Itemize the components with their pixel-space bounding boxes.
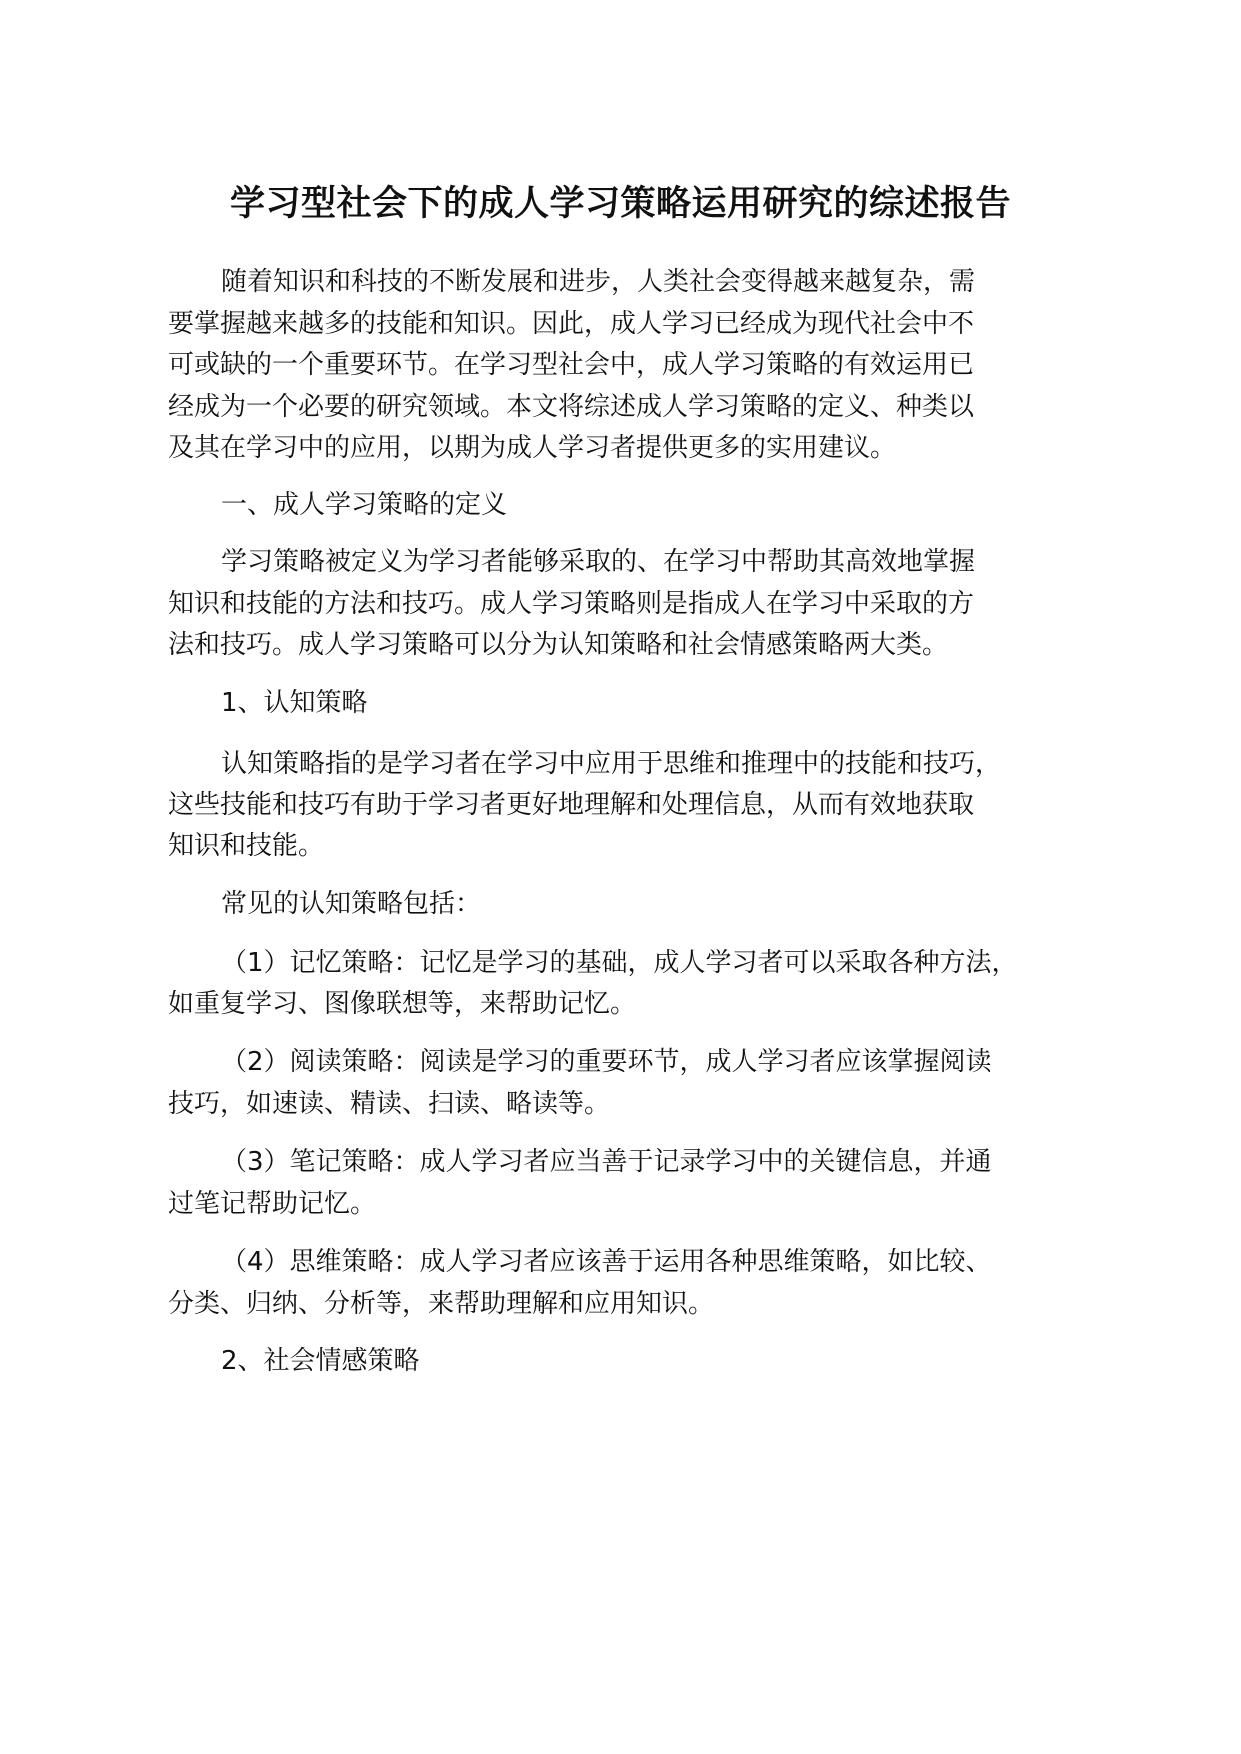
paragraph-line: 知识和技能。: [168, 831, 325, 861]
list-item-line: 分类、归纳、分析等，来帮助理解和应用知识。: [168, 1289, 715, 1319]
list-item-line: 如重复学习、图像联想等，来帮助记忆。: [168, 989, 637, 1019]
paragraph-line: 要掌握越来越多的技能和知识。因此，成人学习已经成为现代社会中不: [168, 309, 975, 339]
document-title: 学习型社会下的成人学习策略运用研究的综述报告: [229, 184, 1011, 224]
subsection-heading: 2、社会情感策略: [221, 1346, 420, 1376]
list-item-line: 过笔记帮助记忆。: [168, 1189, 377, 1219]
list-item-line: 技巧，如速读、精读、扫读、略读等。: [168, 1089, 611, 1119]
list-item-line: （2）阅读策略：阅读是学习的重要环节，成人学习者应该掌握阅读: [221, 1047, 992, 1077]
paragraph-line: 随着知识和科技的不断发展和进步，人类社会变得越来越复杂，需: [221, 267, 976, 297]
subsection-heading: 1、认知策略: [221, 688, 368, 718]
paragraph-line: 及其在学习中的应用，以期为成人学习者提供更多的实用建议。: [168, 433, 897, 463]
list-item-line: （1）记忆策略：记忆是学习的基础，成人学习者可以采取各种方法，: [221, 948, 1018, 978]
paragraph-line: 可或缺的一个重要环节。在学习型社会中，成人学习策略的有效运用已: [168, 350, 975, 380]
paragraph-line: 常见的认知策略包括：: [221, 889, 482, 919]
paragraph-line: 学习策略被定义为学习者能够采取的、在学习中帮助其高效地掌握: [221, 547, 976, 577]
section-heading: 一、成人学习策略的定义: [221, 490, 508, 520]
list-item-line: （3）笔记策略：成人学习者应当善于记录学习中的关键信息，并通: [221, 1147, 992, 1177]
paragraph-line: 这些技能和技巧有助于学习者更好地理解和处理信息，从而有效地获取: [168, 790, 975, 820]
paragraph-line: 认知策略指的是学习者在学习中应用于思维和推理中的技能和技巧，: [221, 749, 1002, 779]
list-item-line: （4）思维策略：成人学习者应该善于运用各种思维策略，如比较、: [221, 1247, 992, 1277]
paragraph-line: 法和技巧。成人学习策略可以分为认知策略和社会情感策略两大类。: [168, 630, 949, 660]
paragraph-line: 经成为一个必要的研究领域。本文将综述成人学习策略的定义、种类以: [168, 392, 975, 422]
paragraph-line: 知识和技能的方法和技巧。成人学习策略则是指成人在学习中采取的方: [168, 589, 975, 619]
